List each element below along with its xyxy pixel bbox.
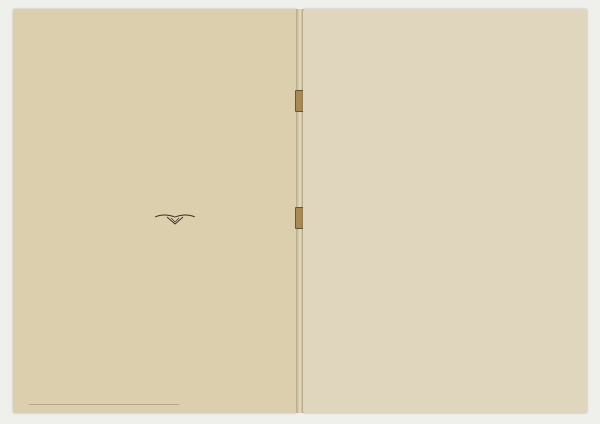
toc-section-aquatic bbox=[63, 37, 281, 38]
toc-section-perennial bbox=[63, 71, 281, 72]
ornament-icon bbox=[153, 212, 197, 226]
right-page bbox=[303, 9, 587, 413]
left-page bbox=[13, 9, 297, 413]
toc-section-business bbox=[63, 125, 281, 126]
page-edge-line bbox=[29, 404, 179, 405]
